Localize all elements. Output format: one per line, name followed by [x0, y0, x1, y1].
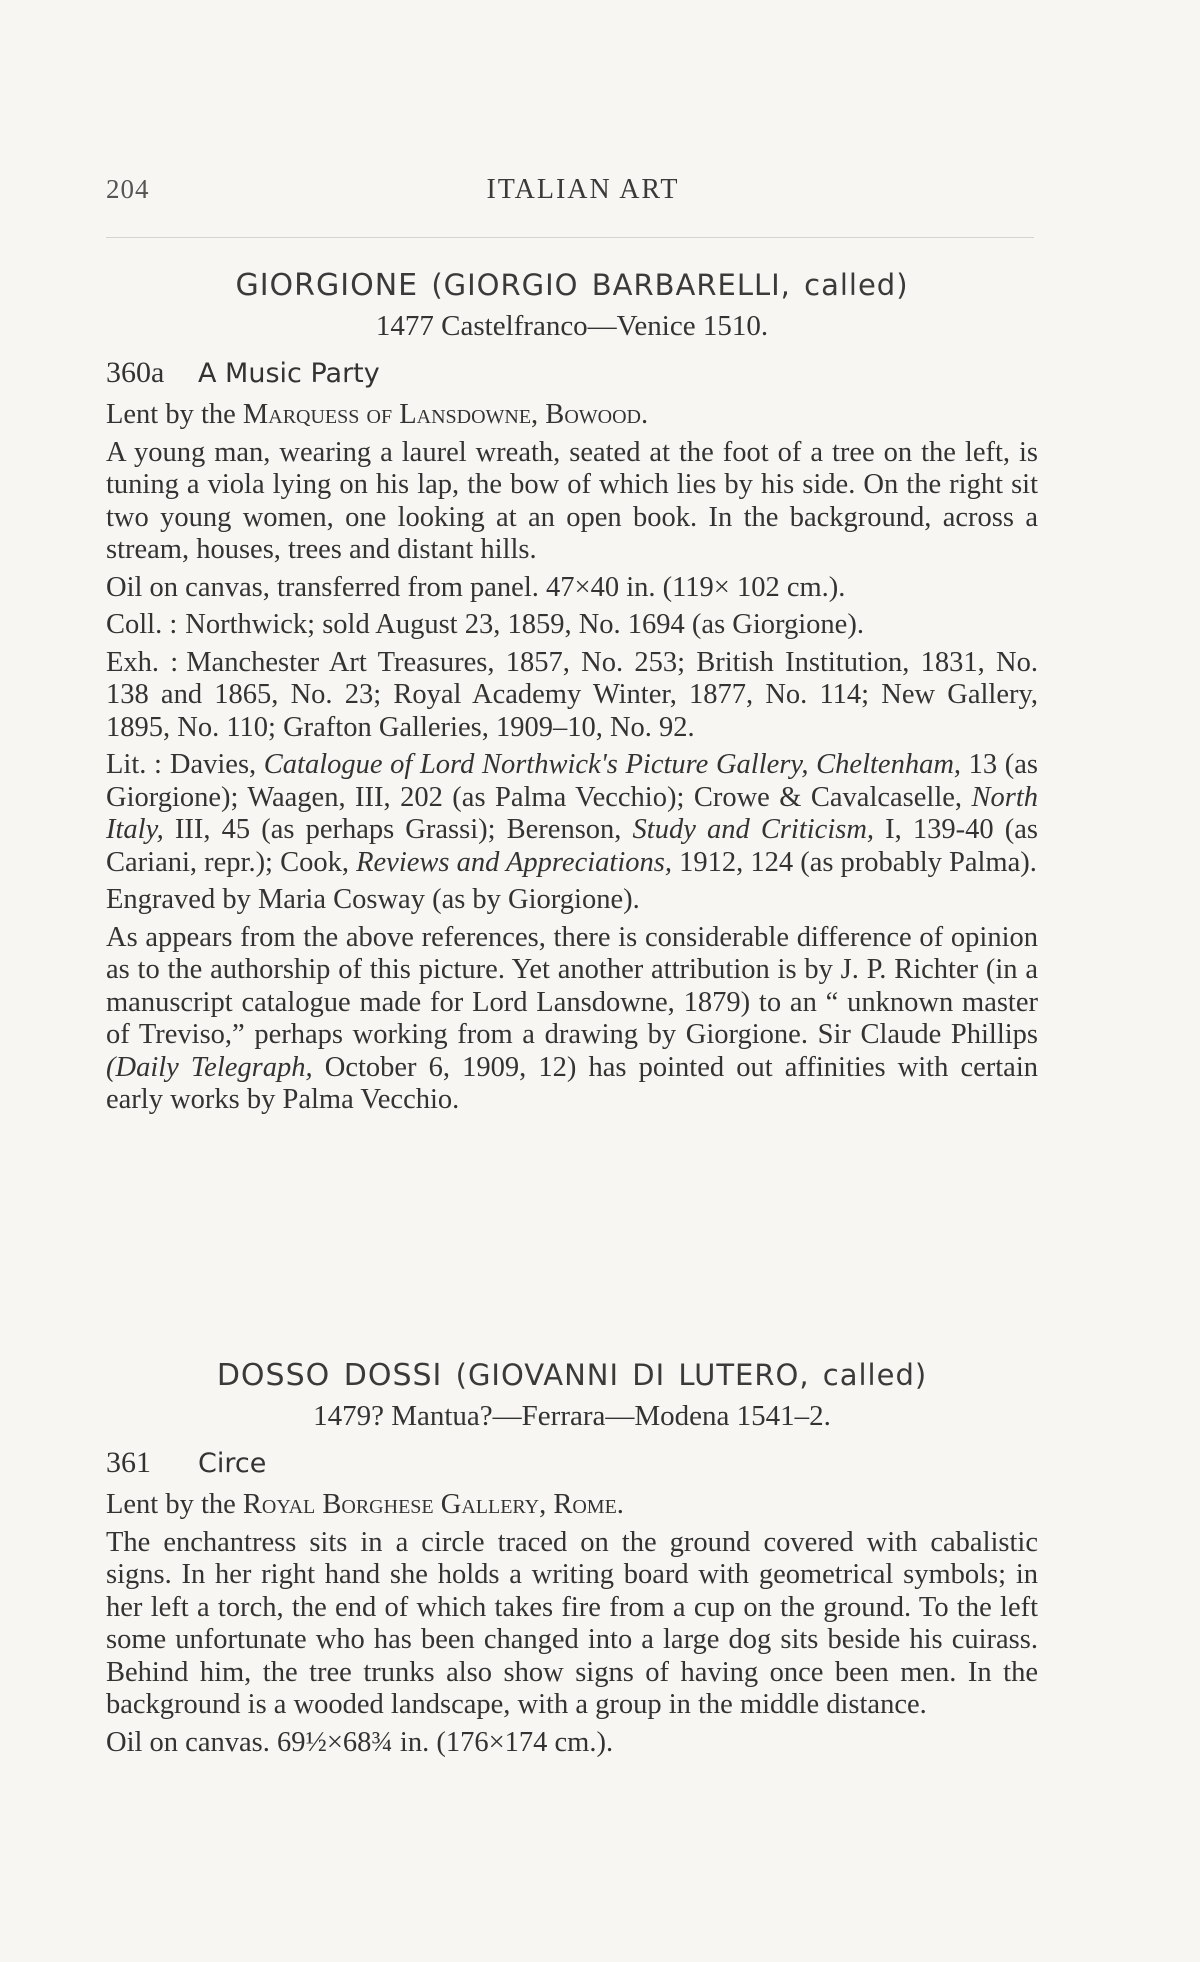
artist-dates: 1477 Castelfranco—Venice 1510. [375, 310, 769, 342]
catalogue-entry-360a [106, 265, 1038, 1117]
note-text: October 6, 1909, 12) has pointed out affinities with certain early works by Palma Vecchio. [106, 1051, 1038, 1115]
exhibition-line [106, 647, 1038, 745]
artist-dates: 1479? Mantua?—Ferrara—Modena 1541–2. [313, 1400, 831, 1432]
literature-text: III, 45 (as perhaps Grassi); Berenson, [163, 814, 633, 845]
collection-text: Northwick; sold August 23, 1859, No. 1694 (as Giorgione). [185, 609, 864, 640]
artist-alias: (GIOVANNI DI LUTERO, [455, 1358, 810, 1392]
literature-title: Study and Criticism, [632, 814, 875, 845]
header-rule [106, 237, 1034, 238]
literature-text: I, 139-40 (as Cariani, repr.); Cook, [106, 814, 1038, 878]
coll-label: Coll. : [106, 609, 178, 640]
work-title: Circe [198, 1448, 267, 1479]
medium-dimensions: Oil on canvas. 69½×68¾ in. (176×174 cm.). [106, 1726, 614, 1758]
lit-label: Lit. : [106, 749, 162, 780]
artist-alias: (GIORGIO BARBARELLI, [431, 268, 791, 302]
catalogue-entry-361 [106, 1355, 1038, 1759]
artist-heading [106, 1355, 1038, 1396]
running-head [106, 174, 1060, 214]
literature-title: Reviews and Appreciations, [356, 846, 672, 878]
lender-line [106, 399, 1038, 432]
collection-line [106, 609, 1038, 642]
note-text: As appears from the above references, there is considerable difference of opinion as to the authorship of this picture. Yet another attribution is by J. P. Richter (in a manuscript catalogue made for Lord Lansdowne, 1879) to an “ unknown master of Treviso,” perhaps working from a drawing by Giorgione. Sir Claude Phillips [106, 921, 1038, 1050]
medium-dimensions: Oil on canvas, transferred from panel. 47×40 in. (119× 102 cm.). [106, 571, 846, 603]
lender-name: Royal Borghese Gallery, Rome. [242, 1489, 624, 1520]
engraved-line: Engraved by Maria Cosway (as by Giorgione). [106, 884, 640, 915]
exhibition-text: Manchester Art Treasures, 1857, No. 253; British Institution, 1831, No. 138 and 1865, No. 23; Royal Academy Winter, 1877, No. 114; New Gallery, 1895, No. 110; Grafton Galleries, 1909–10, No. 92. [106, 646, 1039, 743]
artist-called: called) [804, 268, 909, 302]
literature-title: Catalogue of Lord Northwick's Picture Gallery, Cheltenham, [263, 749, 962, 780]
note-title: (Daily Telegraph, [106, 1051, 313, 1083]
work-title: A Music Party [198, 358, 380, 389]
page-number: 204 [106, 174, 150, 204]
artist-called: called) [822, 1358, 928, 1392]
catalogue-number: 361 [106, 1446, 151, 1479]
description: The enchantress sits in a circle traced on the ground covered with cabalistic signs. In her right hand she holds a writing board with geometrical symbols; in her left a torch, the end of which takes fire from a cup on the ground. To the left some unfortunate who has been changed into a large dog sits beside his cuirass. Behind him, the tree trunks also show signs of having once been men. In the background is a wooded landscape, with a group in the middle distance. [106, 1526, 1038, 1720]
lender-line [106, 1489, 1038, 1522]
lender-prefix: Lent by the [106, 1489, 243, 1520]
artist-name: DOSSO DOSSI [216, 1358, 443, 1393]
literature-text: Davies, [169, 749, 264, 780]
literature-line [106, 749, 1038, 879]
lender-prefix: Lent by the [106, 399, 243, 430]
work-title-line [106, 1443, 1038, 1484]
literature-title: North Italy, [106, 781, 1038, 845]
artist-heading [106, 265, 1038, 306]
running-title: ITALIAN ART [486, 174, 680, 205]
lender-name: Marquess of Lansdowne, Bowood. [242, 399, 649, 430]
description: A young man, wearing a laurel wreath, seated at the foot of a tree on the left, is tuning a viola lying on his lap, the bow of which lies by his side. On the right sit two young women, one looking at an open book. In the background, across a stream, houses, trees and distant hills. [106, 436, 1038, 565]
literature-text: 13 (as Giorgione); Waagen, III, 202 (as Palma Vecchio); Crowe & Cavalcaselle, [106, 749, 1038, 813]
catalogue-number: 360a [106, 356, 165, 389]
artist-name: GIORGIONE [235, 268, 419, 303]
attribution-note [106, 922, 1038, 1117]
work-title-line [106, 353, 1038, 394]
literature-text: 1912, 124 (as probably Palma). [671, 846, 1037, 878]
exh-label: Exh. : [106, 646, 179, 678]
